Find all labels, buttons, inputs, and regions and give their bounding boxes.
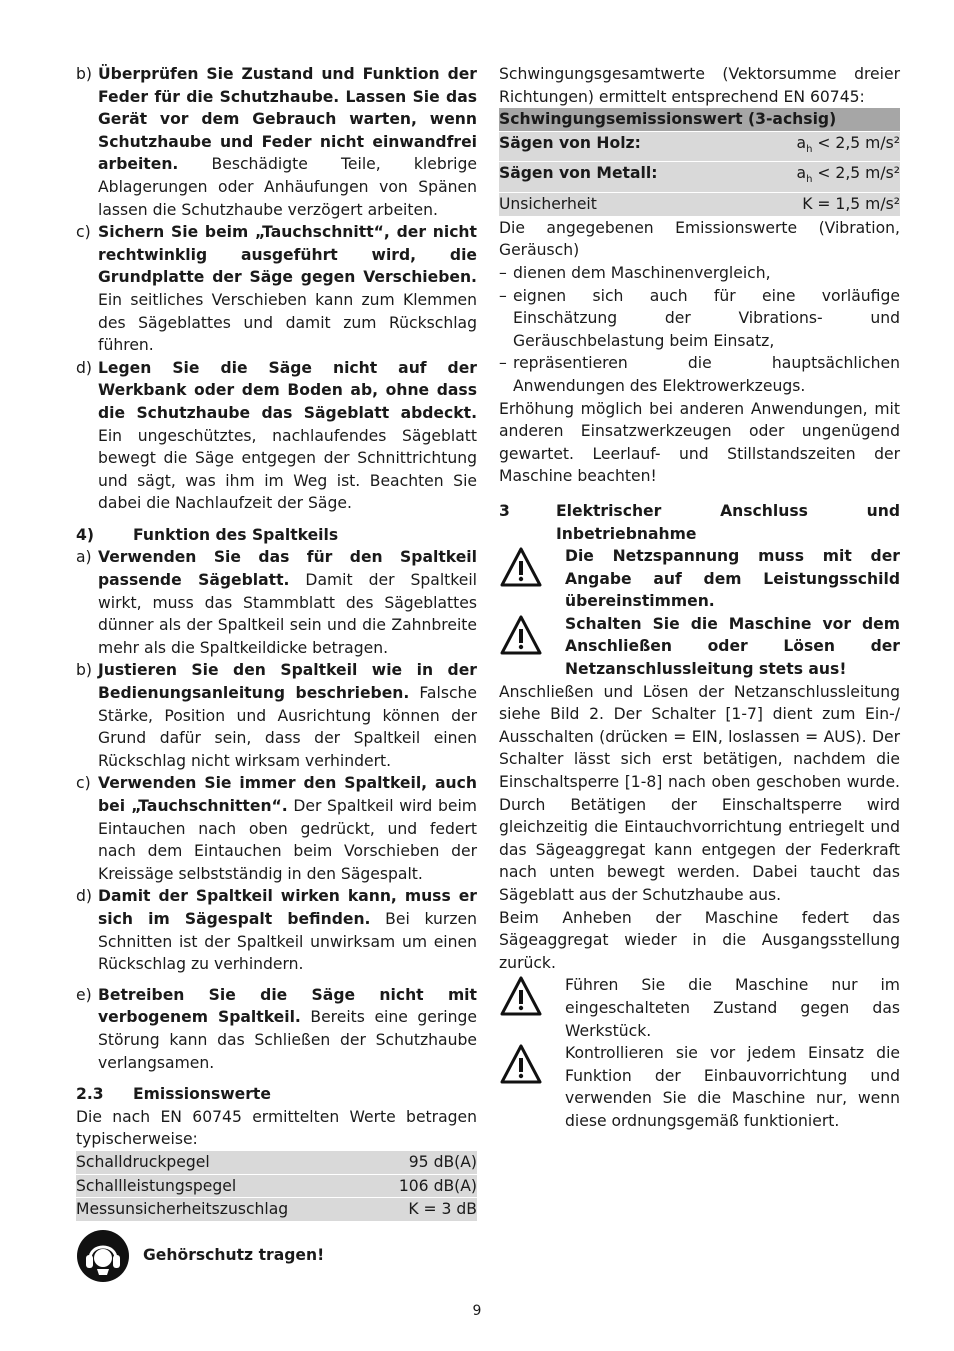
section-number: 2.3 <box>76 1085 104 1104</box>
row-value: 95 dB(A) <box>408 1152 477 1171</box>
item-label: b) <box>76 65 92 83</box>
list-item-d <box>76 357 477 515</box>
section-heading-connection <box>499 500 900 545</box>
table-header <box>499 108 900 132</box>
item-text: Betreiben Sie die Säge nicht mit verbogenem Spaltkeil. Bereits eine geringe Störung kann das Schließen der Schutzhaube verlangsamen. <box>98 985 477 1072</box>
list-item-e <box>76 984 477 1074</box>
section-number: 3 <box>499 501 510 520</box>
list-item-a <box>76 546 477 659</box>
hearing-protection-icon <box>76 1229 130 1283</box>
vibration-table <box>499 108 900 217</box>
item-text: Verwenden Sie das für den Spaltkeil passende Sägeblatt. Damit der Spaltkeil wirkt, muss das Stammblatt des Sägeblattes dünner als der Spaltkeil sein und die Zahnbreite mehr als die Spaltkeildicke betragen. <box>98 548 477 657</box>
vibration-intro: Schwingungsgesamtwerte (Vektorsumme dreier Richtungen) ermittelt entsprechend EN 60745: <box>499 65 900 106</box>
item-label: d) <box>76 358 92 377</box>
header-label: Schwingungsemissionswert (3-achsig) <box>499 110 837 129</box>
table-row <box>76 1175 477 1199</box>
dash-item: – dienen dem Maschinenvergleich, <box>499 263 771 282</box>
item-label: b) <box>76 661 92 680</box>
warning-operation <box>499 974 900 1042</box>
item-label: c) <box>76 774 91 793</box>
hearing-protection-notice <box>76 1229 477 1283</box>
warning-text: Kontrollieren sie vor jedem Einsatz die Funktion der Einbauvorrichtung und verwenden Sie die Maschine nur, wenn diese ordnungsgemäß funktioniert. <box>565 1044 900 1130</box>
section-title: Emissionswerte <box>133 1085 271 1104</box>
warning-text: Schalten Sie die Maschine vor dem Anschließen oder Lösen der Netzanschlussleitung stets aus! <box>565 614 900 679</box>
warning-text: Die Netzspannung muss mit der Angabe auf dem Leistungsschild übereinstimmen. <box>565 547 900 611</box>
row-value: $a_h < 2,5$ m/s² <box>796 133 900 155</box>
dash-item: – repräsentieren die hauptsächlichen Anwendungen des Elektrowerkzeugs. <box>499 354 900 395</box>
warning-text: Führen Sie die Maschine nur im eingeschalteten Zustand gegen das Werkstück. <box>565 976 900 1040</box>
row-key: Unsicherheit <box>499 195 597 214</box>
item-text: Damit der Spaltkeil wirken kann, muss er sich im Sägespalt befinden. Bei kurzen Schnitten ist der Spaltkeil unwirksam um einen Rückschlag zu verhindern. <box>98 887 477 974</box>
row-value: K = 1,5 m/s² <box>802 195 900 214</box>
lifting-paragraph: Beim Anheben der Maschine federt das Sägeaggregat wieder in die Ausgangsstellung zurück. <box>499 908 900 972</box>
section-title: Funktion des Spaltkeils <box>133 525 339 544</box>
row-value: 106 dB(A) <box>398 1176 477 1195</box>
section-number: 4) <box>76 525 94 544</box>
hearing-protection-text: Gehörschutz tragen! <box>143 1246 325 1265</box>
table-row <box>499 132 900 163</box>
row-key: Messunsicherheitszuschlag <box>76 1200 289 1219</box>
list-item-b <box>76 63 477 221</box>
item-text: Sichern Sie beim „Tauchschnitt“, der nicht rechtwinklig ausgeführt wird, die Grundplatte der Säge gegen Verschieben. Ein seitliches Verschieben kann zum Klemmen des Sägeblattes und damit zum Rückschlag führen. <box>98 223 477 355</box>
row-key: Schallleistungspegel <box>76 1176 237 1195</box>
left-column <box>76 63 477 1283</box>
right-column <box>499 63 900 1133</box>
warning-triangle-icon <box>499 1043 543 1085</box>
item-text: Legen Sie die Säge nicht auf der Werkbank oder dem Boden ab, ohne dass die Schutzhaube das Sägeblatt abdeckt. Ein ungeschütztes, nachlaufendes Sägeblatt bewegt die Säge entgegen der Schnittrichtung und sägt, was ihm im Weg ist. Beachten Sie dabei die Nachlaufzeit der Säge. <box>98 358 477 513</box>
section-heading-spaltkeil <box>76 524 477 547</box>
section-heading-emission <box>76 1083 477 1106</box>
row-value: $a_h < 2,5$ m/s² <box>796 164 900 186</box>
item-label: a) <box>76 548 92 567</box>
noise-table <box>76 1151 477 1222</box>
emission-intro-text: Die angegebenen Emissionswerte (Vibration, Geräusch) <box>499 218 900 260</box>
section-title: Elektrischer Anschluss und Inbetriebnahme <box>556 501 900 543</box>
table-row <box>499 193 900 217</box>
connection-paragraph: Anschließen und Lösen der Netzanschlussleitung siehe Bild 2. Der Schalter [1-7] dient zum Ein-/ Ausschalten (drücken = EIN, loslassen = AUS). Der Schalter lässt sich erst betätigen, nachdem die Einschaltsperre [1-8] nach oben geschoben wurde. Durch Betätigen der Einschaltsperre wird gleichzeitig die Eintauchvorrichtung entriegelt und das Sägeaggregat kann entgegen der Federkraft nach unten bewegt werden. Dabei taucht das Sägeblatt aus der Schutzhaube aus. <box>499 682 900 904</box>
warning-triangle-icon <box>499 975 543 1017</box>
list-item-d <box>76 885 477 975</box>
warning-triangle-icon <box>499 546 543 588</box>
item-text: Verwenden Sie immer den Spaltkeil, auch bei „Tauchschnitten“. Der Spaltkeil wird beim Eintauchen nach oben gedrückt, und federt nach dem Eintauchen beim Vorschieben der Kreissäge selbstständig in den Sägespalt. <box>98 774 477 883</box>
item-label: c) <box>76 223 91 242</box>
table-row <box>76 1151 477 1175</box>
warning-switch-off <box>499 613 900 681</box>
increase-note: Erhöhung möglich bei anderen Anwendungen, mit anderen Einsatzwerkzeugen oder ungenügend gewartet. Leerlauf- und Stillstandszeiten der Maschine beachten! <box>499 399 900 486</box>
row-key: Sägen von Holz: <box>499 133 641 152</box>
row-value: K = 3 dB <box>408 1200 477 1219</box>
warning-triangle-icon <box>499 614 543 656</box>
row-key: Sägen von Metall: <box>499 164 658 183</box>
table-row <box>76 1198 477 1222</box>
item-text: Justieren Sie den Spaltkeil wie in der Bedienungsanleitung beschrieben. Falsche Stärke, Position und Ausrichtung können der Grund dafür sein, dass der Spaltkeil einen Rückschlag nicht wirksam verhindert. <box>98 661 477 770</box>
list-item-c <box>76 772 477 885</box>
item-text: Überprüfen Sie Zustand und Funktion der Feder für die Schutzhaube. Lassen Sie das Gerät vor dem Gebrauch warten, wenn Schutzhaube und Feder nicht einwandfrei arbeiten. Beschädigte Teile, klebrige Ablagerungen oder Anhäufungen von Spänen lassen die Schutzhaube verzögert arbeiten. <box>98 65 477 219</box>
dash-item: – eignen sich auch für eine vorläufige Einschätzung der Vibrations- und Geräuschbelastung beim Einsatz, <box>499 286 900 350</box>
emission-intro: Die nach EN 60745 ermittelten Werte betragen typischerweise: <box>76 1107 477 1149</box>
list-item-b <box>76 659 477 772</box>
row-key: Schalldruckpegel <box>76 1152 210 1171</box>
item-label: d) <box>76 887 92 906</box>
table-row <box>499 162 900 193</box>
list-item-c <box>76 221 477 357</box>
item-label: e) <box>76 985 92 1004</box>
page-number: 9 <box>472 1303 482 1319</box>
warning-inspection <box>499 1042 900 1132</box>
warning-voltage <box>499 545 900 613</box>
